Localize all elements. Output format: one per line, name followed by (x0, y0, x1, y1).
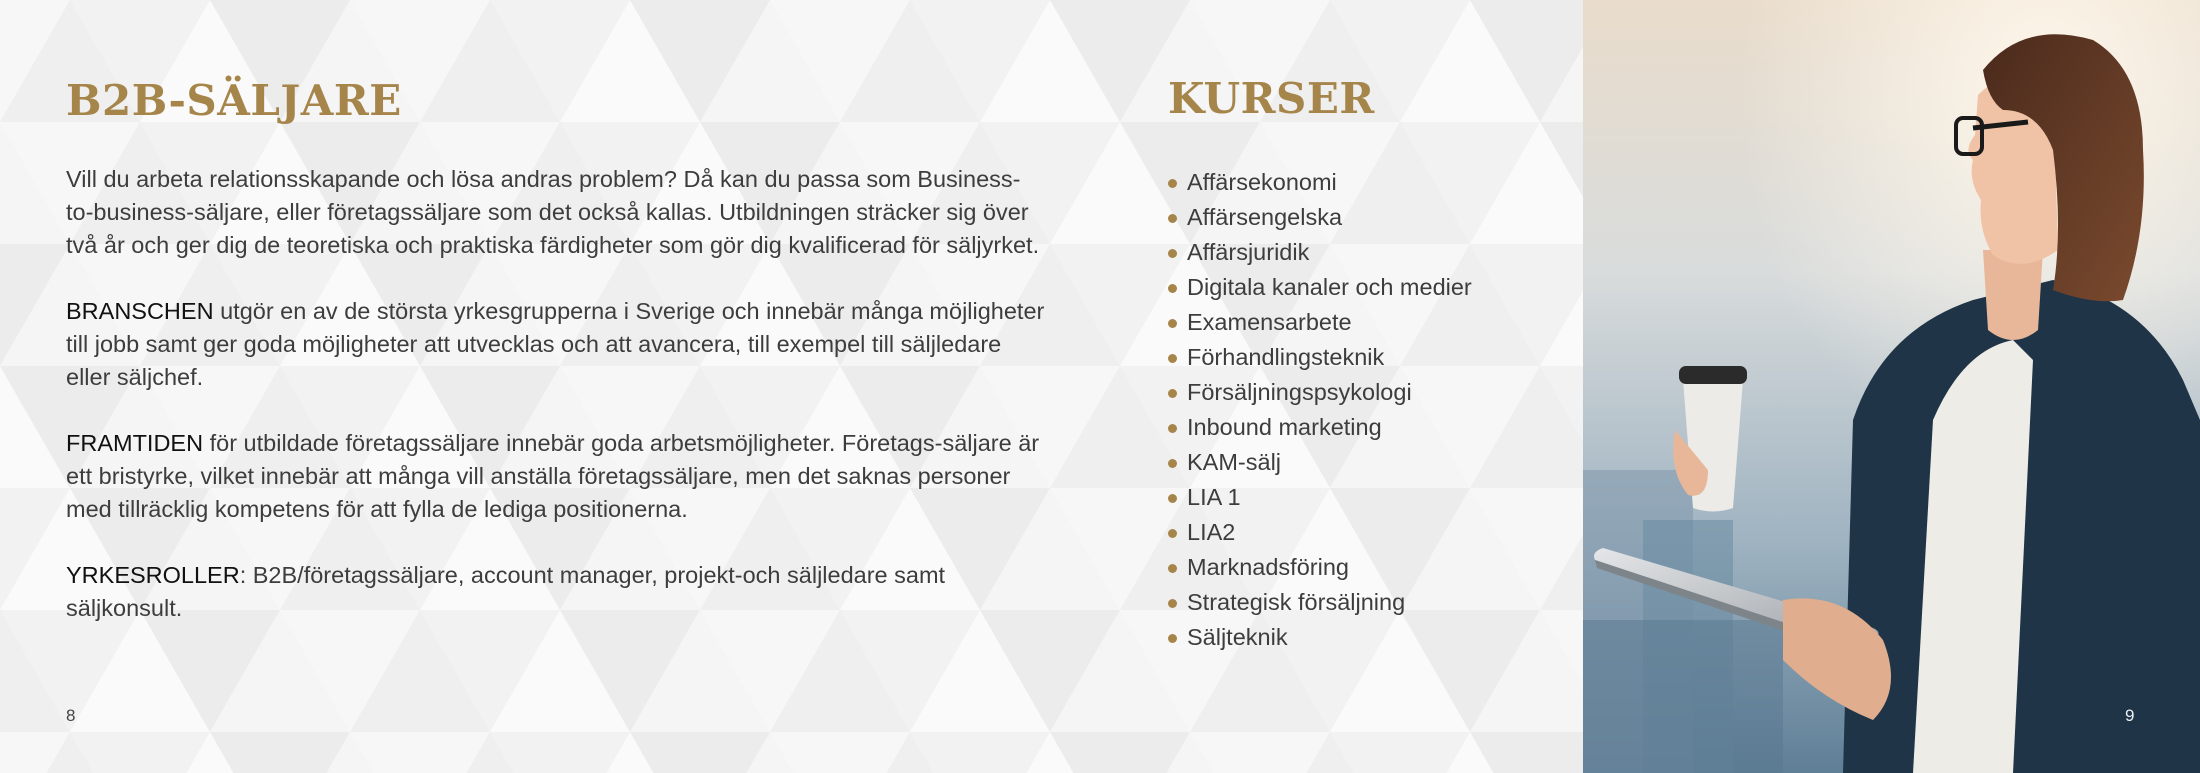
page-number-left: 8 (66, 706, 76, 725)
bullet-icon (1168, 249, 1177, 258)
page-number-right: 9 (2125, 706, 2135, 725)
pattern-triangle (910, 732, 1050, 773)
bullet-icon (1168, 284, 1177, 293)
bullet-icon (1168, 494, 1177, 503)
courses-title: KURSER (1168, 74, 1375, 123)
section-text: : B2B/företagssäljare, account manager, projekt-och säljledare samt säljkonsult. (66, 562, 946, 621)
course-item: Digitala kanaler och medier (1168, 270, 1472, 305)
bullet-icon (1168, 634, 1177, 643)
course-item: LIA2 (1168, 515, 1472, 550)
pattern-triangle (210, 732, 350, 773)
course-item: Förhandlingsteknik (1168, 340, 1472, 375)
bullet-icon (1168, 214, 1177, 223)
course-item: Affärsjuridik (1168, 235, 1472, 270)
section-keyword: FRAMTIDEN (66, 430, 204, 456)
bullet-icon (1168, 354, 1177, 363)
course-item: Strategisk försäljning (1168, 585, 1472, 620)
section-framtiden (66, 427, 1046, 526)
bullet-icon (1168, 529, 1177, 538)
pattern-triangle (350, 732, 490, 773)
pattern-triangle (70, 732, 210, 773)
course-item: Affärsengelska (1168, 200, 1472, 235)
course-item: LIA 1 (1168, 480, 1472, 515)
section-text: utgör en av de största yrkesgrupperna i Sverige och innebär många möjligheter till jobb samt ger goda möjligheter att utvecklas och att avancera, till exempel till säljledare eller säljchef. (66, 298, 1045, 390)
bullet-icon (1168, 319, 1177, 328)
bullet-icon (1168, 424, 1177, 433)
intro-paragraph: Vill du arbeta relationsskapande och lösa andras problem? Då kan du passa som Business-to-business-säljare, eller företagssäljare som det också kallas. Utbildningen sträcker sig över två år och ger dig de teoretiska och praktiska färdigheter som gör dig kvalificerad för säljyrket. (66, 166, 1040, 258)
pattern-triangle (770, 732, 910, 773)
bullet-icon (1168, 179, 1177, 188)
course-item: KAM-sälj (1168, 445, 1472, 480)
section-keyword: YRKESROLLER (66, 562, 240, 588)
course-item: Affärsekonomi (1168, 165, 1472, 200)
course-item: Säljteknik (1168, 620, 1472, 655)
course-list (1168, 165, 1472, 655)
pattern-triangle (1190, 732, 1330, 773)
bullet-icon (1168, 389, 1177, 398)
section-branschen (66, 295, 1046, 394)
course-item: Inbound marketing (1168, 410, 1472, 445)
course-item: Marknadsföring (1168, 550, 1472, 585)
course-item: Examensarbete (1168, 305, 1472, 340)
pattern-triangle (490, 732, 630, 773)
section-keyword: BRANSCHEN (66, 298, 214, 324)
bullet-icon (1168, 564, 1177, 573)
businesswoman-photo (1583, 0, 2200, 773)
section-text: för utbildade företagssäljare innebär goda arbetsmöjligheter. Företags-säljare är ett bristyrke, vilket innebär att många vill anställa företagssäljare, men det saknas personer med tillräcklig kompetens för att fylla de lediga positionerna. (66, 430, 1040, 522)
body-text (66, 163, 1046, 658)
course-item: Försäljningspsykologi (1168, 375, 1472, 410)
pattern-triangle (1050, 732, 1190, 773)
pattern-triangle (630, 732, 770, 773)
section-yrkesroller (66, 559, 1046, 625)
bullet-icon (1168, 599, 1177, 608)
pattern-triangle (1330, 732, 1470, 773)
bullet-icon (1168, 459, 1177, 468)
page-title: B2B-SÄLJARE (66, 76, 402, 125)
